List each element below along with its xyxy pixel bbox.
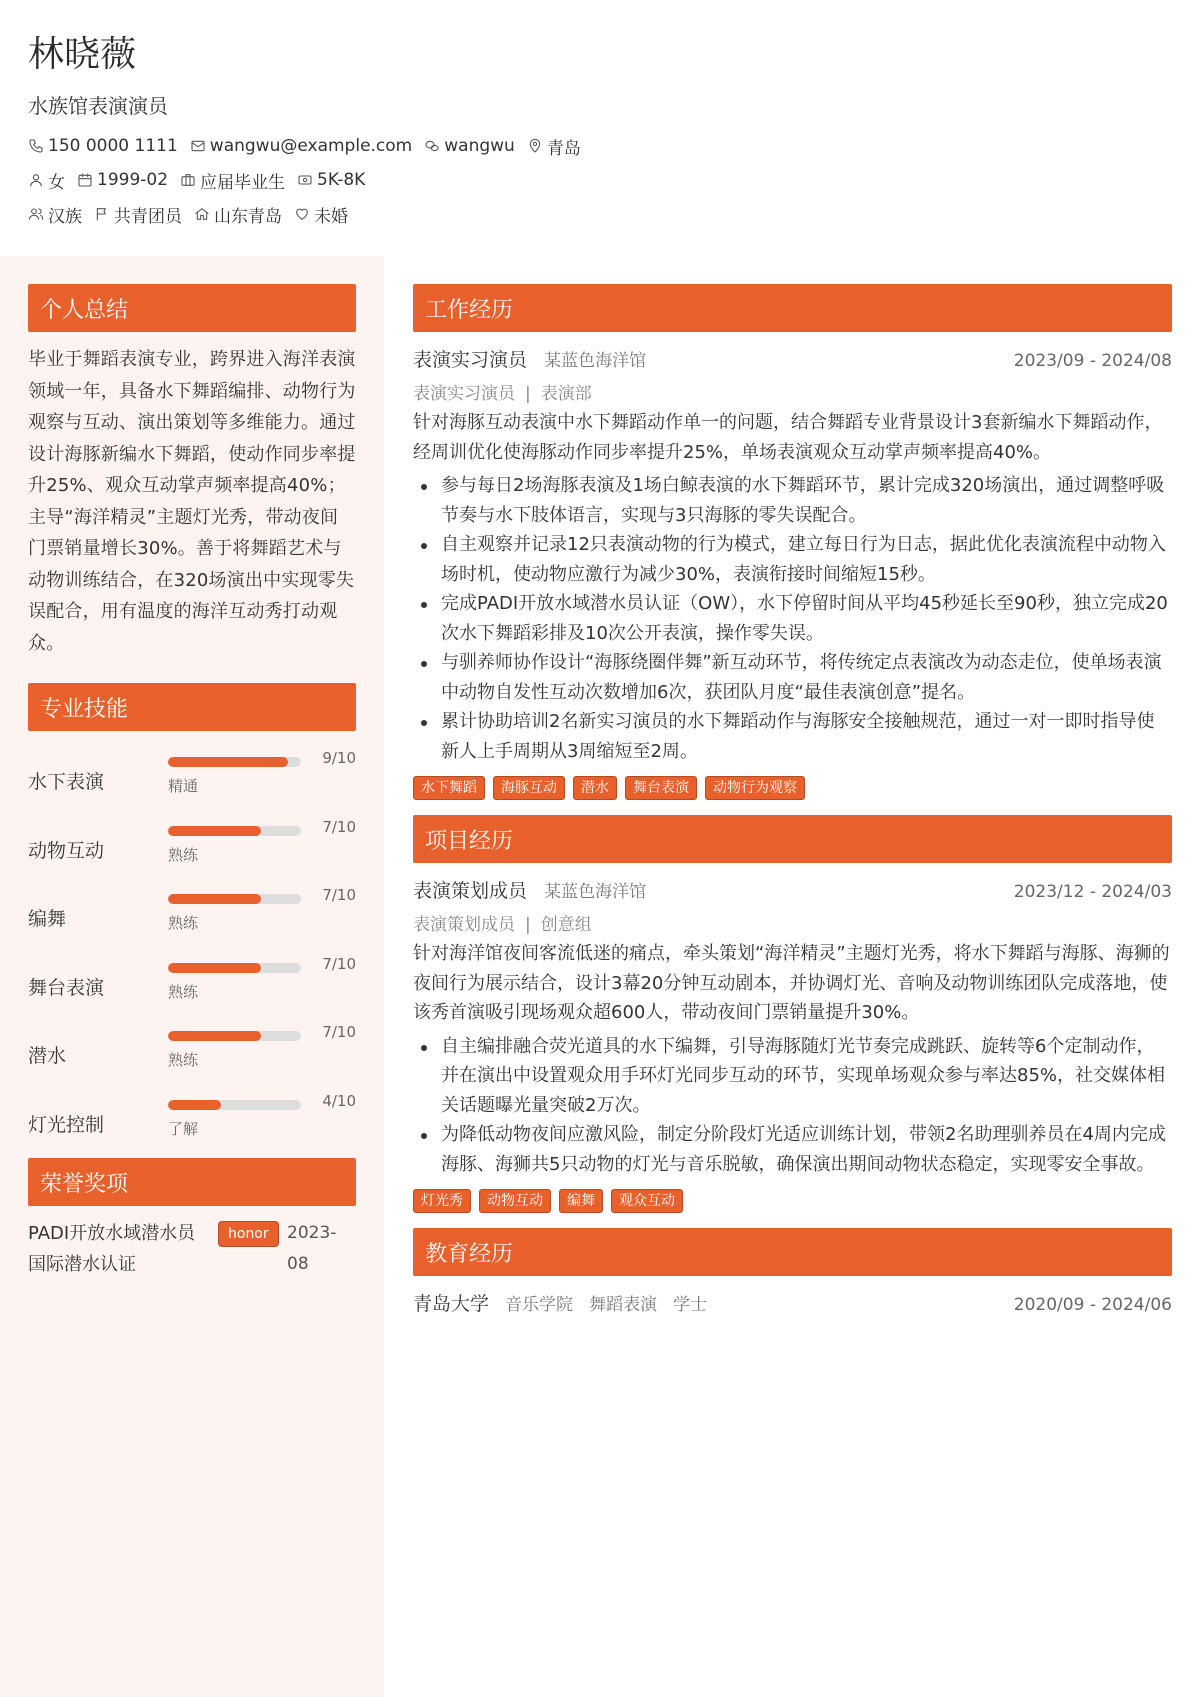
education-heading: 教育经历 [413, 1228, 1172, 1276]
skill-row [28, 882, 356, 951]
projects-heading: 项目经历 [413, 815, 1172, 863]
skill-score: 7/10 [322, 954, 356, 973]
ethnicity-text: 汉族 [48, 206, 82, 227]
skill-bar-fill [168, 1031, 261, 1041]
skill-bar-fill [168, 1100, 221, 1110]
skill-bar-track [168, 826, 301, 836]
summary-text: 毕业于舞蹈表演专业，跨界进入海洋表演领域一年，具备水下舞蹈编排、动物行为观察与互动、演出策划等多维能力。通过设计海豚新编水下舞蹈，使动作同步率提升25%、观众互动掌声频率提高40%；主导“海洋精灵”主题灯光秀，带动夜间门票销量增长30%。善于将舞蹈艺术与动物训练结合，在320场演出中实现零失误配合，用有温度的海洋互动秀打动观众。 [28, 349, 356, 654]
phone-info [28, 136, 178, 156]
tag: 观众互动 [611, 1189, 683, 1213]
work-bullets [413, 471, 1172, 766]
project-dept: 创意组 [540, 915, 592, 935]
gender-text: 女 [48, 172, 65, 193]
status-text: 应届毕业生 [200, 172, 286, 193]
honor-item [28, 1218, 356, 1280]
candidate-name: 林晓薇 [28, 34, 137, 75]
college-name: 音乐学院 [505, 1295, 574, 1315]
project-bullets [413, 1032, 1172, 1180]
bullet-item: 参与每日2场海豚表演及1场白鲸表演的水下舞蹈环节，累计完成320场演出，通过调整呼吸节奏与水下肢体语言，实现与3只海豚的零失误配合。 [413, 471, 1172, 530]
marital-info [294, 202, 348, 227]
bullet-item: 完成PADI开放水域潜水员认证（OW），水下停留时间从平均45秒延长至90秒，独立完成20次水下舞蹈彩排及10次公开表演，操作零失误。 [413, 589, 1172, 648]
bullet-item: 累计协助培训2名新实习演员的水下舞蹈动作与海豚安全接触规范，通过一对一即时指导使新人上手周期从3周缩短至2周。 [413, 707, 1172, 766]
work-heading: 工作经历 [413, 284, 1172, 332]
skill-bar-fill [168, 963, 261, 973]
background-line [28, 202, 1178, 226]
skill-name: 潜水 [28, 1045, 67, 1067]
separator: | [525, 384, 531, 404]
wechat-info [424, 136, 515, 156]
honor-name: PADI开放水域潜水员国际潜水认证 [28, 1223, 196, 1275]
calendar-icon [77, 172, 93, 188]
degree-name: 学士 [673, 1295, 708, 1315]
work-entry [413, 345, 1172, 800]
ethnicity-info [28, 202, 82, 227]
hometown-text: 山东青岛 [214, 206, 282, 227]
bullet-item: 自主观察并记录12只表演动物的行为模式，建立每日行为日志，据此优化表演流程中动物入场时机，使动物应激行为减少30%，表演衔接时间缩短15秒。 [413, 530, 1172, 589]
skill-level: 熟练 [168, 914, 199, 932]
job-title: 水族馆表演演员 [28, 94, 168, 118]
tag: 动物互动 [479, 1189, 551, 1213]
tag: 舞台表演 [625, 776, 697, 800]
flag-icon [94, 206, 110, 222]
skill-name: 动物互动 [28, 839, 105, 862]
bullet-item: 为降低动物夜间应激风险，制定分阶段灯光适应训练计划，带领2名助理驯养员在4周内完成海豚、海狮共5只动物的灯光与音乐脱敏，确保演出期间动物状态稳定，实现零安全事故。 [413, 1120, 1172, 1179]
skill-row [28, 951, 356, 1020]
skill-bar-track [168, 894, 301, 904]
political-text: 共青团员 [114, 206, 182, 227]
briefcase-icon [180, 172, 196, 188]
skill-level: 熟练 [168, 982, 199, 1001]
resume-header [28, 30, 1178, 226]
project-entry [413, 876, 1172, 1213]
skill-level: 了解 [168, 1119, 199, 1138]
home-icon [194, 206, 210, 222]
work-entry-header [413, 345, 1172, 372]
skill-meter [168, 1019, 356, 1088]
heart-icon [294, 206, 310, 222]
project-entry-header [413, 876, 1172, 903]
skill-row [28, 1088, 356, 1157]
skill-score: 4/10 [322, 1091, 356, 1110]
tag: 灯光秀 [413, 1189, 471, 1213]
person-icon [28, 172, 44, 188]
project-subline [413, 910, 1172, 935]
skill-name: 水下表演 [28, 771, 105, 793]
skill-score: 7/10 [322, 817, 356, 836]
summary-heading: 个人总结 [28, 284, 356, 332]
email-info [190, 136, 412, 156]
skill-name: 舞台表演 [28, 976, 105, 999]
skill-score: 7/10 [322, 886, 356, 904]
right-column [413, 284, 1172, 1316]
skill-meter [168, 745, 356, 814]
skill-name: 编舞 [28, 908, 67, 930]
skills-list [28, 745, 356, 1156]
project-position: 表演策划成员 [413, 880, 528, 902]
skill-bar-track [168, 963, 301, 973]
email-text: wangwu@example.com [209, 136, 413, 156]
political-info [94, 202, 182, 227]
project-tags [413, 1189, 1172, 1213]
skill-level: 精通 [168, 777, 199, 795]
work-position: 表演实习演员 [413, 349, 528, 371]
wechat-text: wangwu [444, 136, 515, 156]
skill-bar-track [168, 757, 301, 767]
skill-row [28, 1019, 356, 1088]
salary-text: 5K-8K [317, 170, 366, 190]
project-description: 针对海洋馆夜间客流低迷的痛点，牵头策划“海洋精灵”主题灯光秀，将水下舞蹈与海豚、海狮的夜间行为展示结合，设计3幕20分钟互动剧本，并协调灯光、音响及动物训练团队完成落地，使该秀首演吸引现场观众超600人，带动夜间门票销量提升30%。 [413, 943, 1170, 1023]
work-description: 针对海豚互动表演中水下舞蹈动作单一的问题，结合舞蹈专业背景设计3套新编水下舞蹈动作，经周训优化使海豚动作同步率提升25%，单场表演观众互动掌声频率提高40%。 [413, 412, 1163, 463]
honor-date: 2023-08 [287, 1223, 337, 1274]
skill-name: 灯光控制 [28, 1113, 105, 1136]
bullet-item: 与驯养师协作设计“海豚绕圈伴舞”新互动环节，将传统定点表演改为动态走位，使单场表演中动物自发性互动次数增加6次，获团队月度“最佳表演创意”提名。 [413, 648, 1172, 707]
left-column [28, 284, 356, 1280]
phone-icon [28, 138, 44, 154]
personal-line [28, 168, 1178, 192]
skill-bar-fill [168, 757, 288, 767]
honors-heading: 荣誉奖项 [28, 1158, 356, 1206]
project-role: 表演策划成员 [413, 915, 515, 935]
location-info [527, 134, 581, 159]
skill-meter [168, 1088, 356, 1157]
birth-text: 1999-02 [97, 170, 169, 190]
school-name: 青岛大学 [413, 1293, 490, 1315]
location-text: 青岛 [546, 138, 581, 159]
skill-bar-fill [168, 894, 261, 904]
money-icon [297, 172, 313, 188]
skill-bar-track [168, 1031, 301, 1041]
skill-row [28, 814, 356, 883]
salary-info [297, 170, 365, 190]
hometown-info [194, 202, 282, 227]
status-info [180, 168, 285, 193]
bullet-item: 自主编排融合荧光道具的水下编舞，引导海豚随灯光节奏完成跳跃、旋转等6个定制动作，并在演出中设置观众用手环灯光同步互动的环节，实现单场观众参与率达85%，社交媒体相关话题曝光量突破2万次。 [413, 1032, 1172, 1121]
people-icon [28, 206, 44, 222]
contact-line [28, 134, 1178, 158]
birth-info [77, 170, 168, 190]
tag: 海豚互动 [493, 776, 565, 800]
gender-info [28, 168, 65, 193]
skill-meter [168, 951, 356, 1020]
work-company: 某蓝色海洋馆 [544, 351, 647, 371]
work-dept: 表演部 [540, 384, 592, 404]
project-company: 某蓝色海洋馆 [544, 882, 647, 902]
skill-meter [168, 814, 356, 883]
work-role: 表演实习演员 [413, 384, 515, 404]
project-date: 2023/12 - 2024/03 [1013, 882, 1172, 902]
mail-icon [190, 138, 206, 154]
tag: 动物行为观察 [705, 776, 805, 800]
wechat-icon [424, 138, 440, 154]
skill-row [28, 745, 356, 814]
skill-score: 7/10 [322, 1023, 356, 1041]
skill-bar-track [168, 1100, 301, 1110]
location-pin-icon [527, 138, 543, 154]
education-date: 2020/09 - 2024/06 [1013, 1295, 1172, 1315]
skill-score: 9/10 [322, 749, 356, 767]
work-subline [413, 379, 1172, 404]
skills-heading: 专业技能 [28, 683, 356, 731]
separator: | [525, 915, 531, 935]
skill-bar-fill [168, 826, 261, 836]
marital-text: 未婚 [314, 206, 348, 227]
skill-level: 熟练 [168, 845, 199, 864]
tag: 编舞 [559, 1189, 603, 1213]
major-name: 舞蹈表演 [589, 1295, 658, 1315]
work-date: 2023/09 - 2024/08 [1013, 351, 1172, 371]
honor-badge: honor [218, 1221, 279, 1247]
skill-level: 熟练 [168, 1051, 199, 1069]
tag: 潜水 [573, 776, 617, 800]
education-entry [413, 1289, 1172, 1316]
tag: 水下舞蹈 [413, 776, 485, 800]
phone-text: 150 0000 1111 [48, 136, 178, 156]
work-tags [413, 776, 1172, 800]
skill-meter [168, 882, 356, 951]
